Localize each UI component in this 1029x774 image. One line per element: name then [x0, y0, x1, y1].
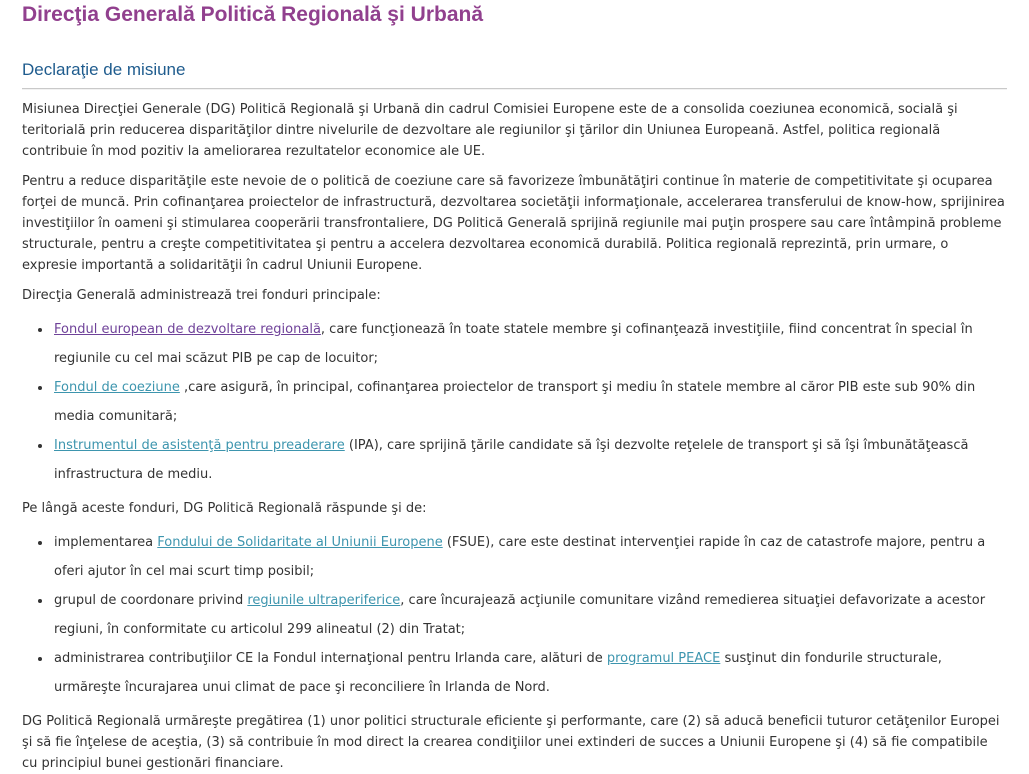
solidarity-fund-link[interactable]: Fondului de Solidaritate al Uniunii Europene	[157, 535, 443, 550]
ipa-link[interactable]: Instrumentul de asistenţă pentru preaderare	[54, 438, 345, 453]
list-item-text: (IPA), care sprijină ţările candidate să îşi dezvolte reţelele de transport şi să îşi îmbunătăţească infrastructura de mediu.	[54, 438, 969, 482]
list-item-text: grupul de coordonare privind	[54, 593, 248, 608]
page-title: Direcţia Generală Politică Regională şi Urbană	[22, 3, 484, 26]
outermost-regions-link[interactable]: regiunile ultraperiferice	[247, 593, 401, 608]
list-item-erdf	[52, 315, 1007, 373]
list-item-text: , care funcţionează în toate statele membre şi cofinanţează investiţiile, fiind concentrat în special în regiunile cu cel mai scăzut PIB pe cap de locuitor;	[54, 322, 973, 366]
funds-intro: Direcţia Generală administrează trei fonduri principale:	[22, 288, 381, 303]
list-item-text: susţinut din fondurile structurale, urmăreşte încurajarea unui climat de pace şi reconciliere în Irlanda de Nord.	[54, 651, 942, 695]
list-item-solidarity-fund	[52, 528, 1007, 586]
erdf-link[interactable]: Fondul european de dezvoltare regională	[54, 322, 321, 337]
list-item-text: administrarea contribuţiilor CE la Fondul internaţional pentru Irlanda care, alături de	[54, 651, 607, 666]
section-divider	[22, 88, 1007, 90]
list-item-outermost-regions	[52, 586, 1007, 644]
list-item-text: (FSUE), care este destinat intervenţiei rapide în caz de catastrofe majore, pentru a oferi ajutor în cel mai scurt timp posibil;	[54, 535, 986, 579]
list-item-ipa	[52, 431, 1007, 489]
cohesion-fund-link[interactable]: Fondul de coeziune	[54, 380, 180, 395]
responsibilities-intro: Pe lângă aceste fonduri, DG Politică Regională răspunde şi de:	[22, 501, 427, 516]
list-item-peace-programme	[52, 644, 1007, 702]
section-heading: Declaraţie de misiune	[22, 60, 186, 79]
mission-paragraph-1: Misiunea Direcţiei Generale (DG) Politică Regională şi Urbană din cadrul Comisiei Europene este de a consolida coeziunea economică, socială şi teritorială prin reducerea disparităţilor dintre nivelurile de dezvoltare ale regiunilor şi ţărilor din Uniunea Europeană. Astfel, politica regională contribuie în mod pozitiv la ameliorarea rezultatelor economice ale UE.	[22, 102, 958, 159]
peace-programme-link[interactable]: programul PEACE	[606, 651, 721, 666]
list-item-text: ,care asigură, în principal, cofinanţarea proiectelor de transport şi mediu în statele membre al căror PIB este sub 90% din media comunitară;	[54, 380, 976, 424]
list-item-text: implementarea	[54, 535, 158, 550]
mission-paragraph-2: Pentru a reduce disparităţile este nevoie de o politică de coeziune care să favorizeze îmbunătăţiri continue în materie de competitivitate şi ocuparea forţei de muncă. Prin cofinanţarea proiectelor de infrastructură, dezvoltarea societăţii informaţionale, accelerarea transferului de know-how, sprijinirea investiţiilor în oameni şi stimularea cooperării transfrontaliere, DG Politică Generală sprijină regiunile mai puţin prospere sau care întâmpină probleme structurale, pentru a creşte competitivitatea şi pentru a accelera dezvoltarea economică durabilă. Politica regională reprezintă, prin urmare, o expresie importantă a solidarităţii în cadrul Uniunii Europene.	[22, 174, 1005, 273]
responsibilities-list	[22, 528, 1007, 702]
page-content	[0, 2, 1029, 774]
list-item-text: , care încurajează acţiunile comunitare vizând remedierea situaţiei defavorizate a acestor regiuni, în conformitate cu articolul 299 alineatul (2) din Tratat;	[54, 593, 986, 637]
list-item-cohesion-fund	[52, 373, 1007, 431]
funds-list	[22, 315, 1007, 489]
final-paragraph: DG Politică Regională urmăreşte pregătirea (1) unor politici structurale eficiente şi performante, care (2) să aducă beneficii tuturor cetăţenilor Europei şi să fie înţelese de aceştia, (3) să contribuie în mod direct la crearea condiţiilor unei extinderi de succes a Uniunii Europene şi (4) să fie compatibile cu principiul bunei gestionări financiare.	[22, 714, 1000, 771]
